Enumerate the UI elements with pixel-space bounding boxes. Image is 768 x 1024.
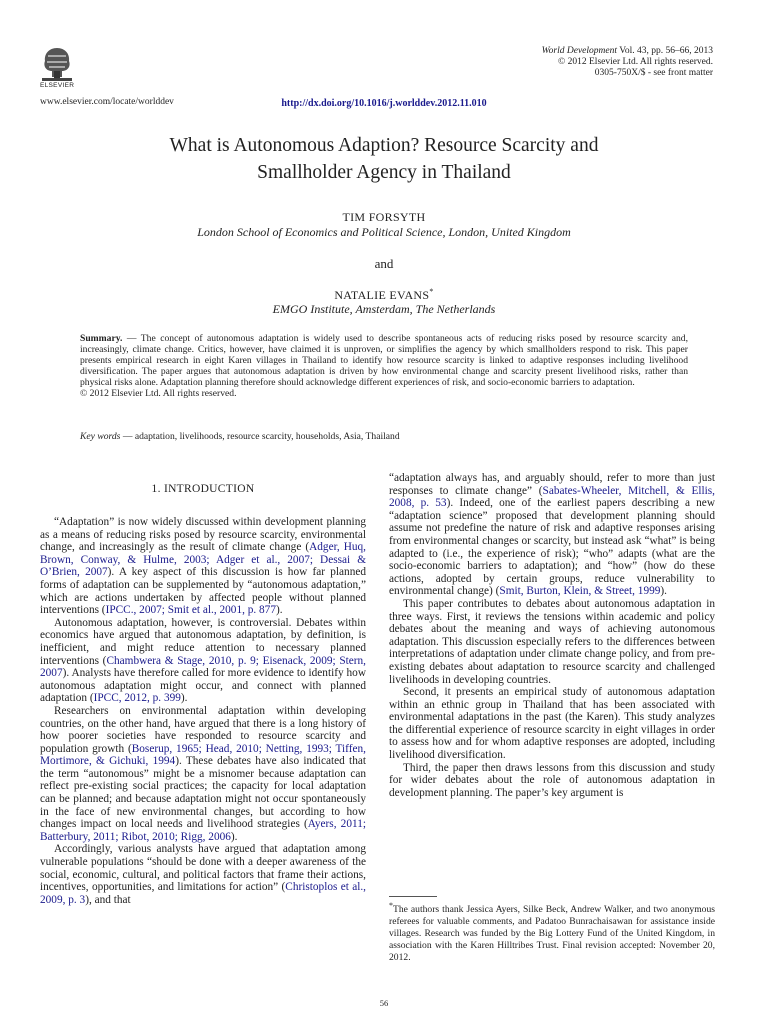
journal-copyright: © 2012 Elsevier Ltd. All rights reserved. xyxy=(558,57,713,67)
paragraph-text: “Adaptation” is now widely discussed within development planning as a means of reducing risks posed by resource scarcity, environmental change, and increasingly as the result of climate change ( xyxy=(40,516,366,554)
author-1-affiliation: London School of Economics and Political Science, London, United Kingdom xyxy=(197,225,571,239)
citation-link[interactable]: Smit, Burton, Klein, & Street, 1999 xyxy=(499,585,661,598)
title-line-1: What is Autonomous Adaption? Resource Scarcity and xyxy=(169,135,599,156)
paragraph-text: Autonomous adaptation, however, is controversial. Debates within economics have argued that autonomous adaptation, by definition, is inefficient, and might reduce attention to necessary planned interventions ( xyxy=(40,616,366,667)
paragraph-text: ). xyxy=(275,604,283,617)
author-2-footnote-mark[interactable]: * xyxy=(429,287,434,296)
right-column xyxy=(389,472,715,799)
doi-link[interactable]: http://dx.doi.org/10.1016/j.worlddev.2012.11.010 xyxy=(281,98,487,109)
journal-issn: 0305-750X/$ - see front matter xyxy=(594,68,713,78)
paragraph-text: Accordingly, various analysts have argued that adaptation among vulnerable populations “should be done with a deeper awareness of the social, economic, cultural, and political factors that frame their actions, incentives, opportunities, and limitations for action” ( xyxy=(40,843,366,894)
body-paragraph xyxy=(389,762,715,800)
paragraph-text: ). These debates have also indicated that the term “autonomous” might be a misnomer because adaptation can reflect pre-existing social practices; the capacity for local adaptation can be planned; and because adaptation might not occur spontaneously in the face of new environmental changes, but according to how changes impact on local needs and livelihood strategies ( xyxy=(40,755,366,831)
citation-link[interactable]: IPCC, 2012, p. 399 xyxy=(93,692,181,705)
author-2-name: NATALIE EVANS xyxy=(334,288,430,302)
keywords xyxy=(80,431,688,442)
journal-info xyxy=(542,46,713,79)
paragraph-text: ). xyxy=(230,830,238,843)
section-heading: 1. INTRODUCTION xyxy=(151,483,255,495)
body-paragraph xyxy=(389,472,715,598)
body-paragraph xyxy=(40,705,366,844)
summary-label: Summary. xyxy=(80,333,123,344)
footnote-text: The authors thank Jessica Ayers, Silke Beck, Andrew Walker, and two anonymous referees for valuable comments, and Padatoo Bunrachaisawan for assistance inside villages. Research was funded by the Big Lottery Fund of the United Kingdom, in association with the Karen Hilltribes Trust. Final revision accepted: November 20, 2012. xyxy=(389,904,715,964)
paragraph-text: ). Analysts have therefore called for more evidence to identify how autonomous adaptation might occur, and connect with planned adaptation ( xyxy=(40,667,366,705)
keywords-label: Key words xyxy=(80,431,121,442)
body-paragraph xyxy=(389,686,715,762)
body-paragraph xyxy=(389,598,715,686)
body-paragraph xyxy=(40,516,366,617)
author-1-name: TIM FORSYTH xyxy=(342,210,426,224)
abstract xyxy=(80,333,688,400)
paragraph-text: Third, the paper then draws lessons from this discussion and study for wider debates about the role of autonomous adaptation in development planning. The paper’s key argument is xyxy=(389,761,715,799)
footnote xyxy=(389,900,715,964)
citation-link[interactable]: Ayers, 2011; Batterbury, 2011; Ribot, 2010; Rigg, 2006 xyxy=(40,818,366,843)
page-number: 56 xyxy=(379,998,389,1008)
left-column xyxy=(40,516,366,906)
paragraph-text: “adaptation always has, and arguably should, refer to more than just responses to climate change” ( xyxy=(389,472,715,497)
footnote-rule xyxy=(389,896,437,897)
citation-link[interactable]: Sabates-Wheeler, Mitchell, & Ellis, 2008, p. 53 xyxy=(389,484,715,510)
citation-link[interactable]: Boserup, 1965; Head, 2010; Netting, 1993; Tiffen, Mortimore, & Gichuki, 1994 xyxy=(40,742,366,768)
paragraph-text: ), and that xyxy=(85,893,131,906)
footnote-mark: * xyxy=(389,901,393,910)
author-2 xyxy=(0,287,768,303)
paragraph-text: Researchers on environmental adaptation within developing countries, on the other hand, have argued that there is a long history of how poorer societies have responded to resource scarcity and population growth ( xyxy=(40,704,366,755)
keywords-text: — adaptation, livelihoods, resource scarcity, households, Asia, Thailand xyxy=(120,431,400,442)
elsevier-tree-logo xyxy=(40,44,74,82)
publisher-name: ELSEVIER xyxy=(40,82,75,89)
title-line-2: Smallholder Agency in Thailand xyxy=(257,162,511,183)
paragraph-text: This paper contributes to debates about autonomous adaptation in three ways. First, it reviews the tensions within academic and policy debates about the meaning and ways of achieving autonomous adaptation. This discussion especially refers to the differences between interpretations of adaptation under climate change policy, and from pre-existing debates about adaptation to resource scarcity and challenged livelihoods in developing countries. xyxy=(389,597,715,686)
body-paragraph xyxy=(40,617,366,705)
paragraph-text: Second, it presents an empirical study of autonomous adaptation within an ethnic group in Thailand that has been associated with environmental adaptations in the past (the Karen). This study analyzes the differential experience of resource scarcity in eight villages in order to assess how and for whom adaptive responses are adopted, including livelihood diversification. xyxy=(389,686,715,762)
author-conjunction: and xyxy=(374,256,394,271)
citation-link[interactable]: Adger, Huq, Brown, Conway, & Hulme, 2003; Adger et al., 2007; Dessai & O’Brien, 2007 xyxy=(40,541,366,579)
body-paragraph xyxy=(40,843,366,906)
paragraph-text: ). xyxy=(180,692,188,705)
paragraph-text: ). xyxy=(660,585,667,598)
citation-link[interactable]: IPCC., 2007; Smit et al., 2001, p. 877 xyxy=(105,604,276,617)
paper-title xyxy=(60,132,708,186)
journal-volume: Vol. 43, pp. 56–66, 2013 xyxy=(619,46,713,56)
author-2-affiliation: EMGO Institute, Amsterdam, The Netherlands xyxy=(272,302,496,316)
citation-link[interactable]: Chambwera & Stage, 2010, p. 9; Eisenack, 2009; Stern, 2007 xyxy=(40,654,366,680)
journal-name: World Development xyxy=(541,46,617,56)
paragraph-text: ). Indeed, one of the earliest papers describing a new “adaptation science” proposed that development planning should assume not predefine the nature of risk and adaptive responses arising from environmental changes or scarcity, but instead ask “what” is being adapted to (i.e., the experience of risk); “who” adapts (what are the socio-economic barriers to adaptation); and “how” (how do these actions, adopted by certain groups, reduce vulnerability to environmental change) ( xyxy=(389,497,715,598)
citation-link[interactable]: Christoplos et al., 2009, p. 3 xyxy=(40,881,367,906)
summary-copyright: © 2012 Elsevier Ltd. All rights reserved. xyxy=(80,388,237,400)
summary-text: — The concept of autonomous adaptation is widely used to describe spontaneous acts of reducing risks posed by resource scarcity and, increasingly, climate change. Critics, however, have claimed it is unproven, or simplifies the agency by which smallholders respond to risk. This paper presents empirical research in eight Karen villages in Thailand to identify how resource scarcity is linked to adaptive responses including livelihood diversification. The paper argues that autonomous adaptation is driven by how environmental change and scarcity present livelihood risks, rather than physical risks alone. Adaptation planning therefore should acknowledge different experiences of risk, and socio-economic barriers to adaptation. xyxy=(80,333,688,389)
paragraph-text: ). A key aspect of this discussion is how far planned forms of adaptation can be supplemented by “autonomous adaptation,” which are actions undertaken by affected people without planned interventions ( xyxy=(40,566,367,617)
publisher-url[interactable]: www.elsevier.com/locate/worlddev xyxy=(40,97,174,107)
